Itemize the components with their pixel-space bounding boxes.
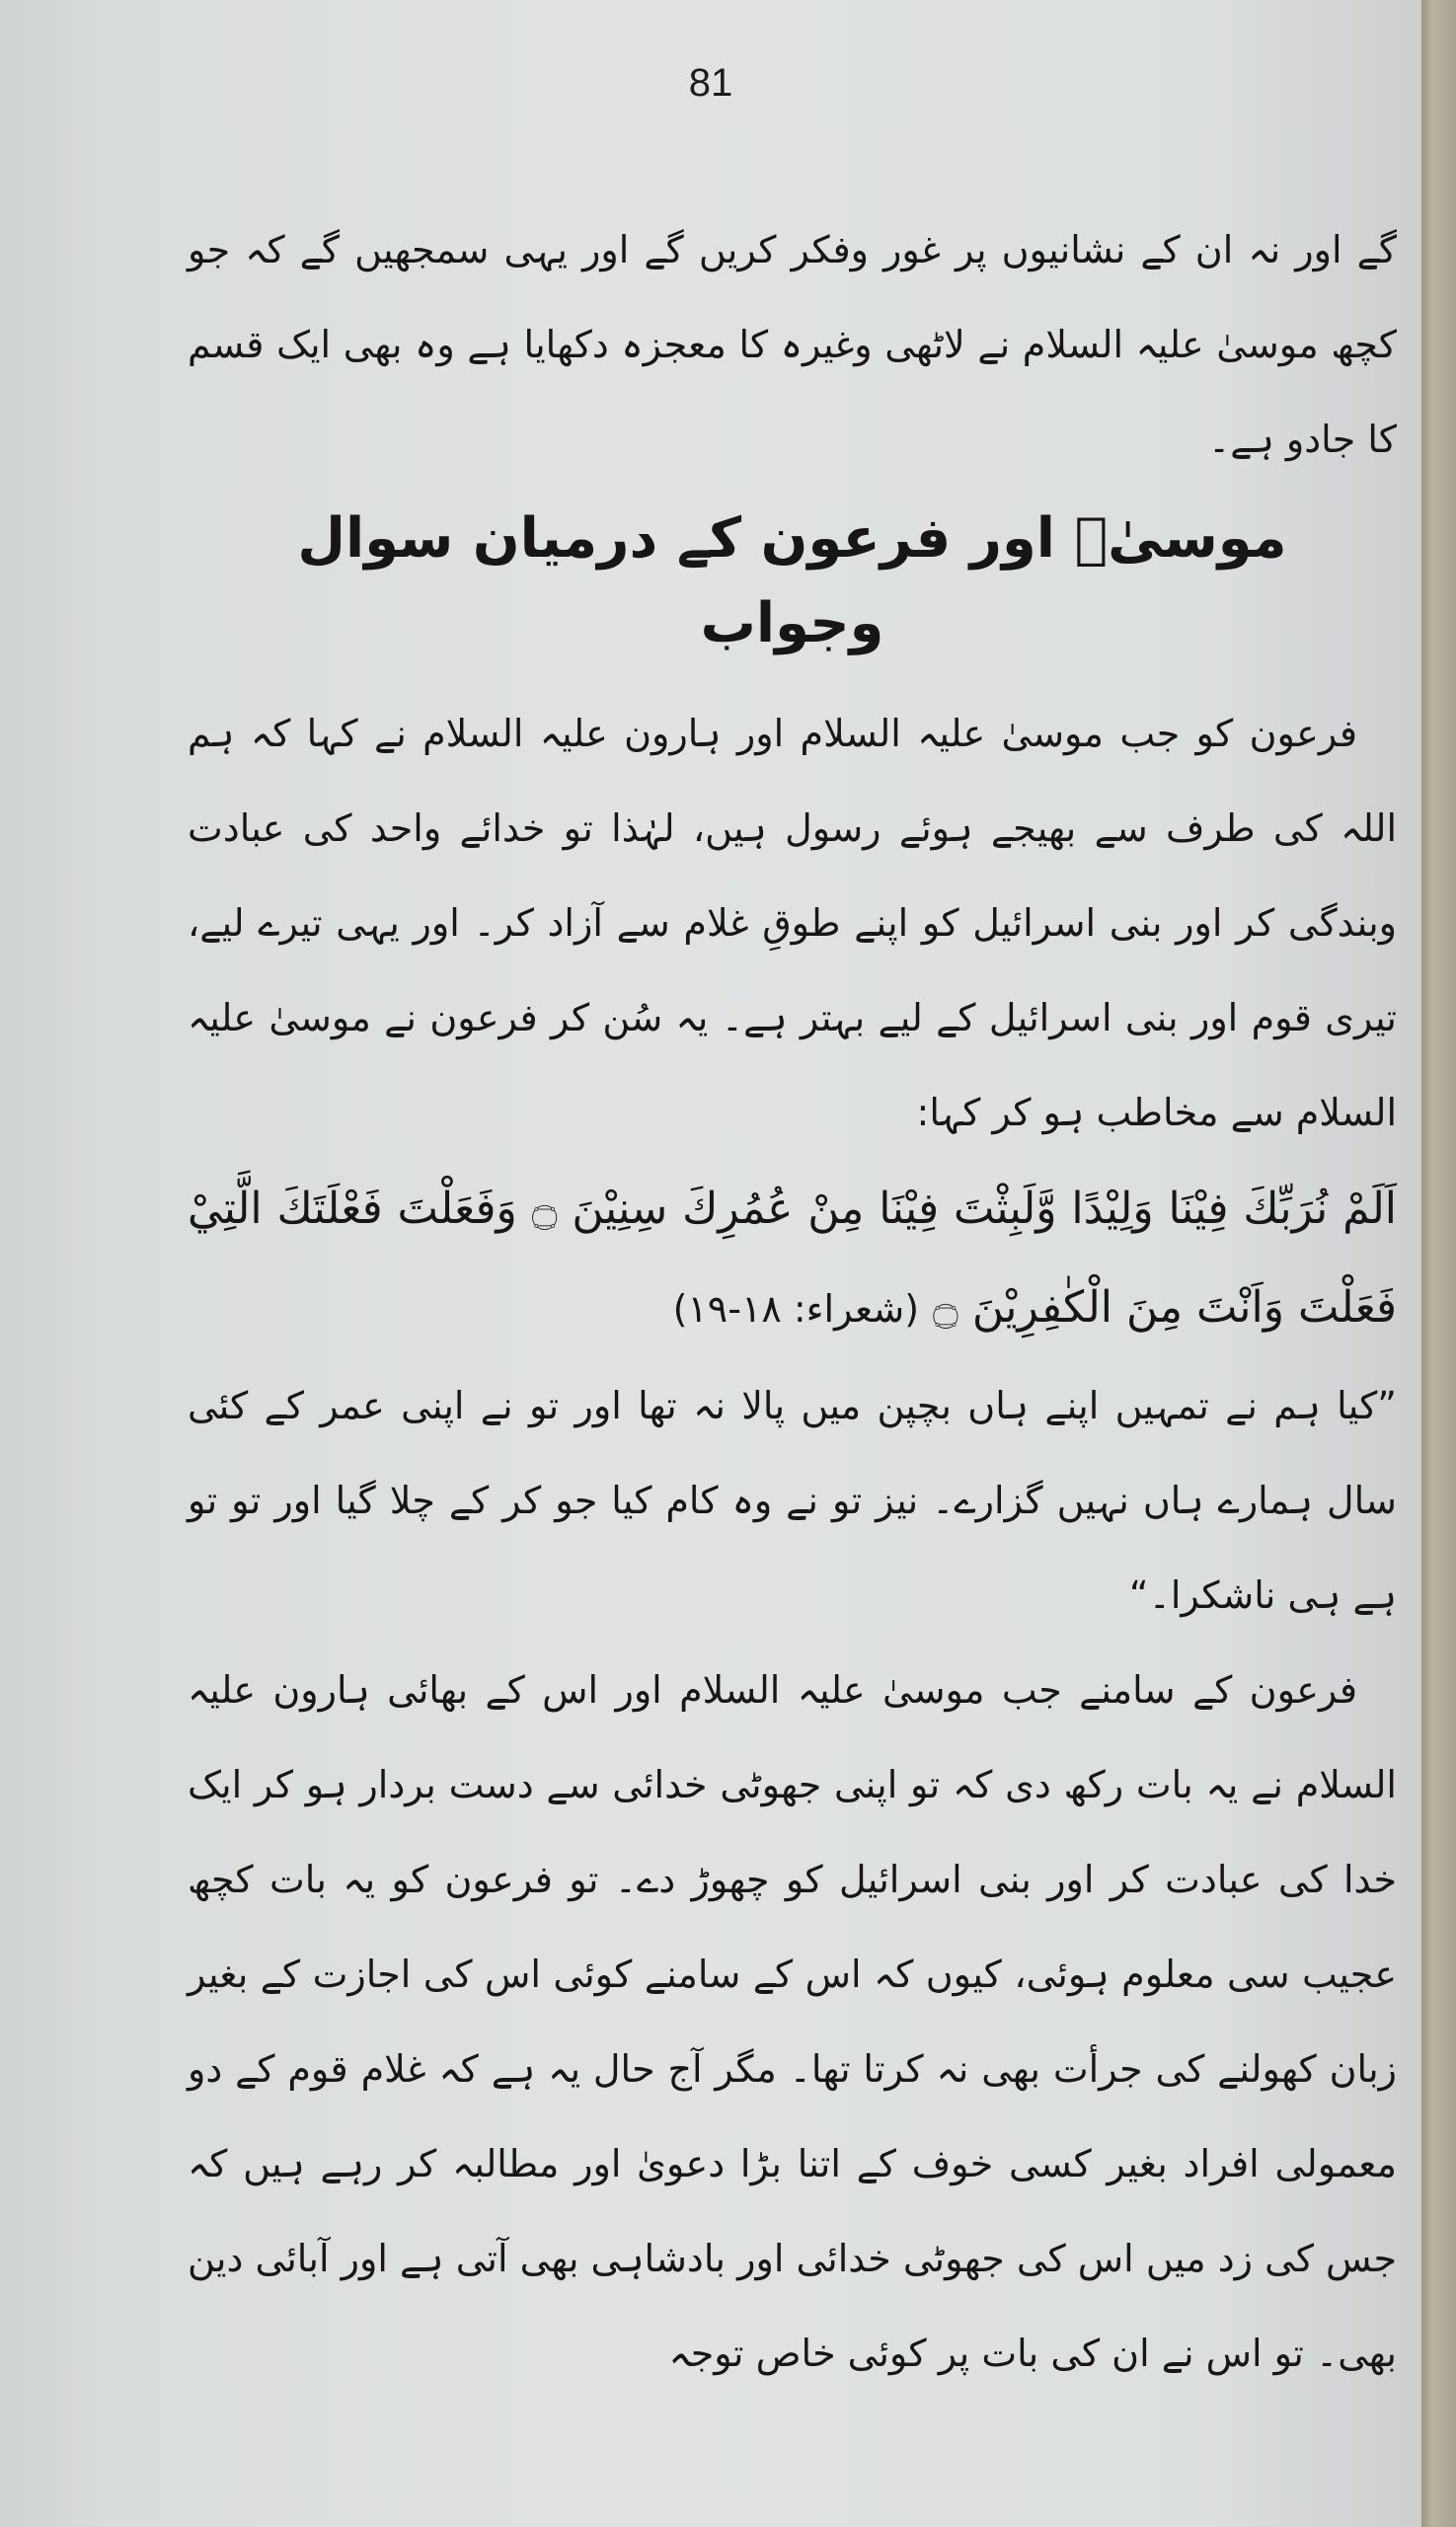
section-heading: موسیٰؑ اور فرعون کے درمیان سوال وجواب bbox=[297, 506, 1287, 655]
page-number: 81 bbox=[688, 61, 733, 105]
verse-text: اَلَمْ نُرَبِّكَ فِيْنَا وَلِيْدًا وَّلَبِثْتَ فِيْنَا مِنْ عُمُرِكَ سِنِيْنَ ۝ وَفَعَلْتَ فَعْلَتَكَ الَّتِيْ فَعَلْتَ وَاَنْتَ مِنَ الْكٰفِرِيْنَ ۝ bbox=[188, 1184, 1397, 1333]
page-content bbox=[188, 202, 1397, 2401]
verse-reference: (شعراء: ۱۸-۱۹) bbox=[672, 1287, 920, 1331]
quran-verse bbox=[188, 1160, 1397, 1358]
paragraph-intro: گے اور نہ ان کے نشانیوں پر غور وفکر کریں گے اور یہی سمجھیں گے کہ جو کچھ موسیٰ علیہ السلام نے لاٹھی وغیرہ کا معجزہ دکھایا ہے وہ بھی ایک قسم کا جادو ہے۔ bbox=[188, 228, 1397, 461]
paragraph-narrative: فرعون کے سامنے جب موسیٰ علیہ السلام اور اس کے بھائی ہارون علیہ السلام نے یہ بات رکھ دی کہ تو اپنی جھوٹی خدائی سے دست بردار ہو کر ایک خدا کی عبادت کر اور بنی اسرائیل کو چھوڑ دے۔ تو فرعون کو یہ بات کچھ عجیب سی معلوم ہوئی، کیوں کہ اس کے سامنے کوئی اس کی اجازت کے بغیر زبان کھولنے کی جرأت بھی نہ کرتا تھا۔ مگر آج حال یہ ہے کہ غلام قوم کے دو معمولی افراد بغیر کسی خوف کے اتنا بڑا دعویٰ اور مطالبہ کر رہے ہیں کہ جس کی زد میں اس کی جھوٹی خدائی اور بادشاہی بھی آتی ہے اور آبائی دین بھی۔ تو اس نے ان کی بات پر کوئی خاص توجہ bbox=[188, 1668, 1397, 2375]
page-edge bbox=[1421, 0, 1456, 2527]
paragraph-translation: ”کیا ہم نے تمہیں اپنے ہاں بچپن میں پالا نہ تھا اور تو نے اپنی عمر کے کئی سال ہمارے ہاں نہیں گزارے۔ نیز تو نے وہ کام کیا جو کر کے چلا گیا اور تو تو ہے ہی ناشکرا۔“ bbox=[188, 1384, 1397, 1617]
paragraph-pharaoh-address: فرعون کو جب موسیٰ علیہ السلام اور ہارون علیہ السلام نے کہا کہ ہم اللہ کی طرف سے بھیجے ہوئے رسول ہیں، لہٰذا تو خدائے واحد کی عبادت وبندگی کر اور بنی اسرائیل کو اپنے طوقِ غلام سے آزاد کر۔ اور یہی تیرے لیے، تیری قوم اور بنی اسرائیل کے لیے بہتر ہے۔ یہ سُن کر فرعون نے موسیٰ علیہ السلام سے مخاطب ہو کر کہا: bbox=[188, 712, 1397, 1134]
